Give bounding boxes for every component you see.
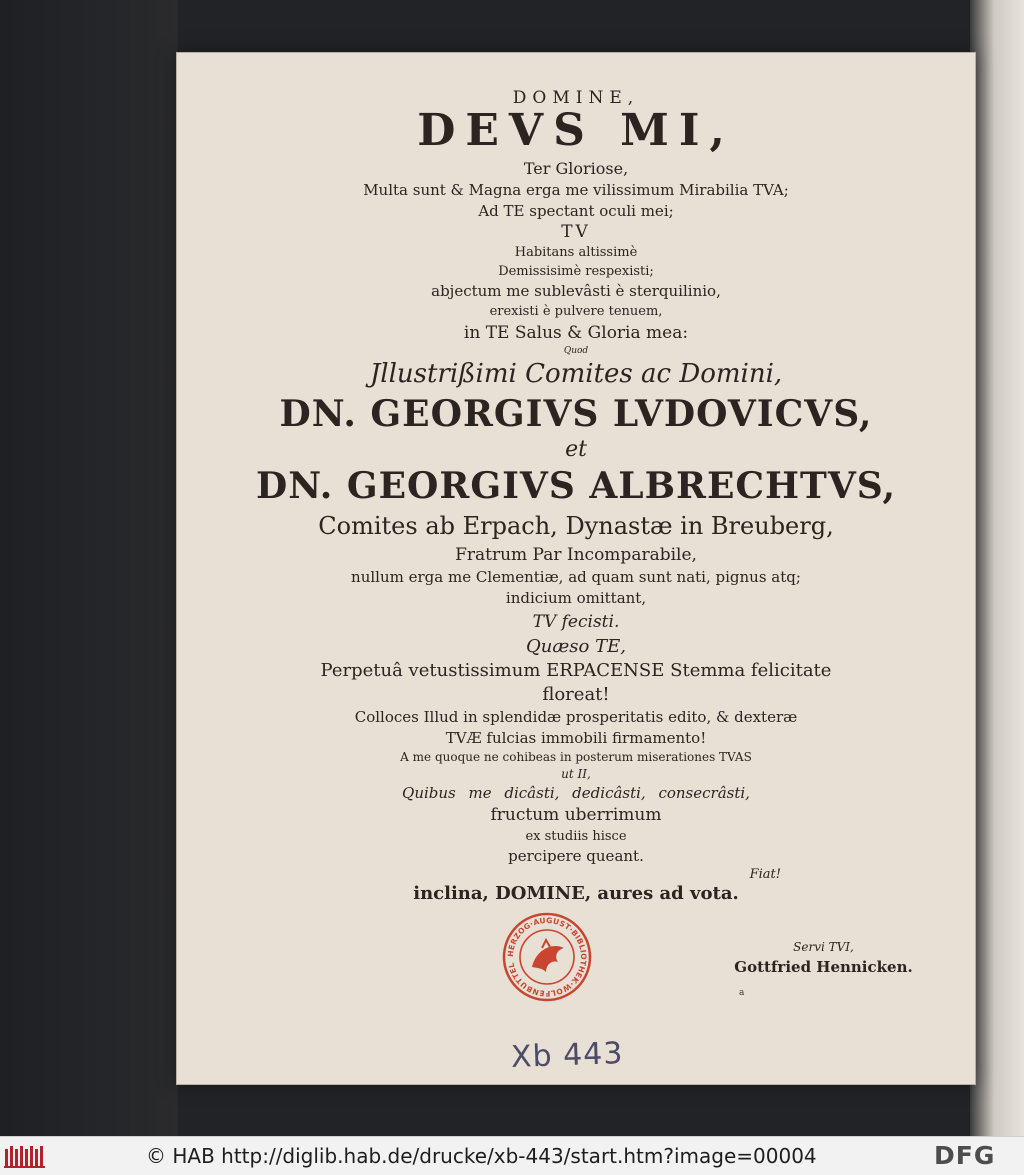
line-abiect: abjectum me sublevâsti è sterquilinio,: [431, 282, 721, 300]
line-adte: Ad TE spectant oculi mei;: [478, 202, 674, 220]
line-percipere: percipere queant.: [508, 847, 644, 865]
line-habitans: Habitans altissimè: [514, 245, 638, 260]
line-exstud: ex studiis hisce: [525, 829, 627, 844]
signature-name: Gottfried Hennicken.: [734, 958, 913, 976]
scan-background-left: [0, 0, 178, 1136]
line-quibus: Quibus me dicâsti, dedicâsti, consecrâsti,: [402, 784, 750, 802]
viewer-footer: [0, 1136, 1024, 1175]
line-et: et: [565, 437, 587, 462]
line-floreat: floreat!: [542, 684, 610, 705]
line-multa: Multa sunt & Magna erga me vilissimum Mirabilia TVA;: [363, 181, 789, 199]
signature-mark: a: [739, 988, 745, 998]
line-ter: Ter Gloriose,: [523, 159, 629, 178]
line-deus: DEVS MI,: [417, 105, 735, 156]
line-tu: TV: [561, 222, 591, 242]
hab-logo-icon: [4, 1146, 46, 1168]
title-page-text: [216, 88, 936, 906]
signature-block: [731, 940, 916, 976]
line-inte: in TE Salus & Gloria mea:: [463, 323, 689, 343]
line-erexisti: erexisti è pulvere tenuem,: [489, 304, 663, 319]
library-stamp-icon: [502, 912, 592, 1002]
line-ut: ut II,: [561, 767, 591, 781]
copyright-link[interactable]: © HAB http://diglib.hab.de/drucke/xb-443/start.htm?image=00004: [146, 1144, 817, 1168]
line-nullum: nullum erga me Clementiæ, ad quam sunt nati, pignus atq;: [351, 568, 801, 586]
handwritten-shelfmark: Xb 443: [510, 1036, 624, 1075]
line-illustr: Jllustrißimi Comites ac Domini,: [369, 359, 783, 389]
line-fructum: fructum uberrimum: [490, 805, 662, 825]
line-fecisti: TV fecisti.: [532, 612, 620, 632]
signature-servi: Servi TVI,: [793, 940, 854, 954]
line-quaeso: Quæso TE,: [526, 636, 626, 657]
line-tuae: TVÆ fulcias immobili firmamento!: [445, 729, 707, 747]
line-quod: Quod: [563, 346, 589, 356]
line-inclina: inclina, DOMINE, aures ad vota.: [413, 883, 739, 904]
line-indicium: indicium omittant,: [505, 589, 647, 607]
line-georg-albrechtus: DN. GEORGIVS ALBRECHTVS,: [255, 465, 897, 507]
dfg-logo: DFG: [934, 1141, 996, 1170]
document-page: [176, 52, 976, 1085]
line-fiat: Fiat!: [749, 867, 781, 882]
stamp-text: HERZOG·AUGUST·BIBLIOTHEK·WOLFENBUTTEL: [505, 915, 589, 999]
scan-background-right: [970, 0, 1024, 1136]
line-georg-ludovicus: DN. GEORGIVS LVDOVICVS,: [279, 393, 873, 435]
line-perpetua: Perpetuâ vetustissimum ERPACENSE Stemma felicitate: [320, 660, 832, 681]
line-colloces: Colloces Illud in splendidæ prosperitatis edito, & dexteræ: [354, 708, 798, 726]
line-domine: DOMINE,: [512, 88, 640, 108]
line-comites: Comites ab Erpach, Dynastæ in Breuberg,: [318, 512, 834, 540]
line-fratrum: Fratrum Par Incomparabile,: [455, 545, 697, 565]
line-demiss: Demissisimè respexisti;: [498, 264, 654, 279]
line-ame: A me quoque ne cohibeas in posterum miserationes TVAS: [400, 750, 752, 764]
